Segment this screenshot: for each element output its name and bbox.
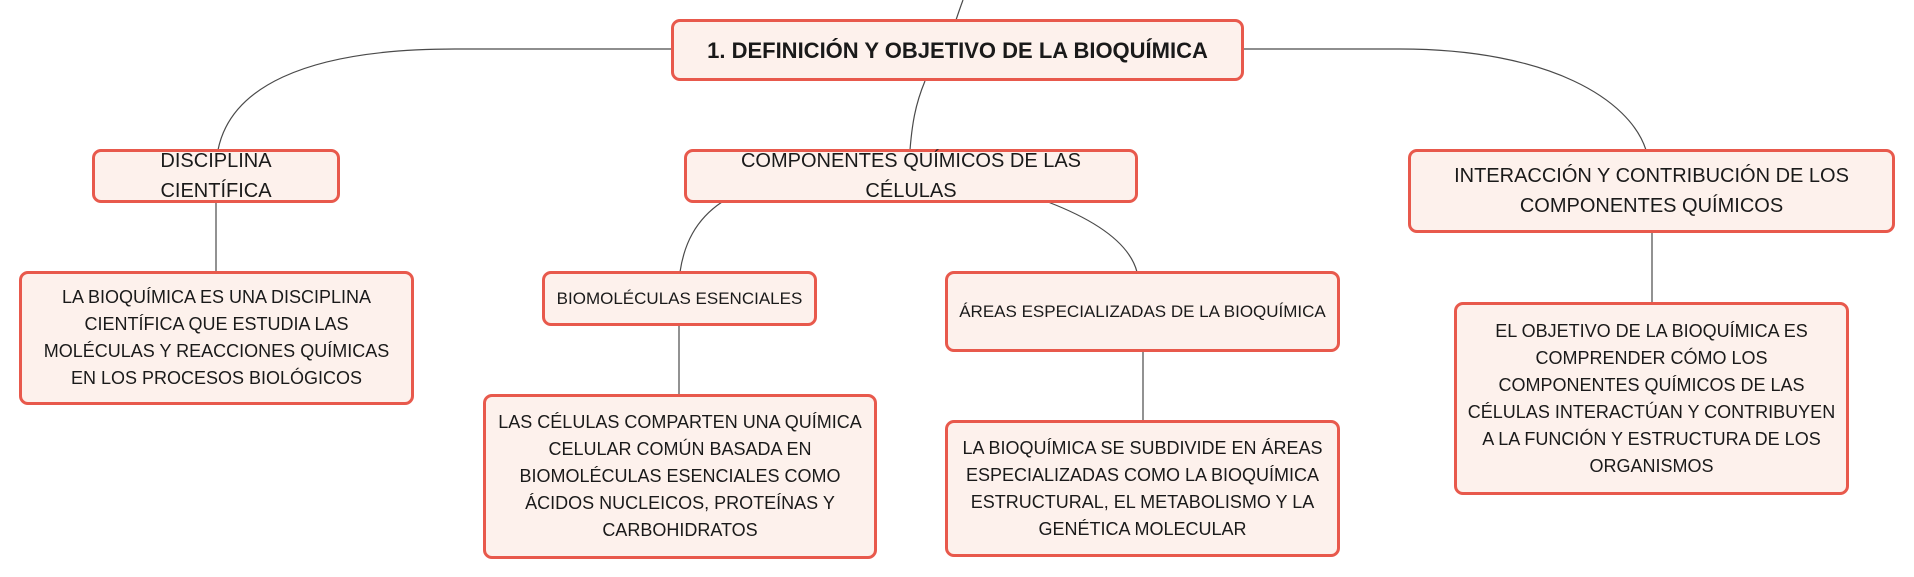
node-areas-especializadas-label: ÁREAS ESPECIALIZADAS DE LA BIOQUÍMICA: [959, 302, 1326, 321]
root-node[interactable]: [671, 19, 1244, 81]
node-componentes-quimicos-label: COMPONENTES QUÍMICOS DE LAS CÉLULAS: [740, 150, 1082, 202]
node-biomoleculas-detail-text: LAS CÉLULAS COMPARTEN UNA QUÍMICA CELULAR COMÚN BASADA EN BIOMOLÉCULAS ESENCIALES COMO ÁCIDOS NUCLEICOS, PROTEÍNAS Y CARBOHIDRATOS: [498, 412, 862, 540]
node-biomoleculas-esenciales[interactable]: [542, 271, 817, 326]
connector-componentes-areas: [1048, 202, 1137, 272]
node-interaccion-detail[interactable]: [1454, 302, 1849, 495]
root-node-label: 1. DEFINICIÓN Y OBJETIVO DE LA BIOQUÍMICA: [707, 37, 1208, 63]
node-disciplina-cientifica-label: DISCIPLINA CIENTÍFICA: [160, 150, 272, 202]
node-disciplina-cientifica[interactable]: [92, 149, 340, 203]
node-interaccion-detail-text: EL OBJETIVO DE LA BIOQUÍMICA ES COMPRENDER CÓMO LOS COMPONENTES QUÍMICOS DE LAS CÉLULAS INTERACTÚAN Y CONTRIBUYEN A LA FUNCIÓN Y ESTRUCTURA DE LOS ORGANISMOS: [1467, 320, 1836, 476]
node-biomoleculas-esenciales-label: BIOMOLÉCULAS ESENCIALES: [556, 289, 803, 308]
node-areas-especializadas[interactable]: [945, 271, 1340, 352]
node-disciplina-detail-text: LA BIOQUÍMICA ES UNA DISCIPLINA CIENTÍFICA QUE ESTUDIA LAS MOLÉCULAS Y REACCIONES QUÍMICAS EN LOS PROCESOS BIOLÓGICOS: [43, 287, 390, 388]
connector-root-componentes: [910, 81, 925, 150]
node-areas-detail[interactable]: [945, 420, 1340, 557]
connector-componentes-biomoleculas: [680, 202, 722, 272]
connector-root-interaccion: [1243, 49, 1646, 150]
connector-incoming: [956, 0, 963, 20]
node-biomoleculas-detail[interactable]: [483, 394, 877, 559]
node-interaccion-contribucion-label: INTERACCIÓN Y CONTRIBUCIÓN DE LOS COMPONENTES QUÍMICOS: [1454, 165, 1849, 217]
node-areas-detail-text: LA BIOQUÍMICA SE SUBDIVIDE EN ÁREAS ESPECIALIZADAS COMO LA BIOQUÍMICA ESTRUCTURAL, EL METABOLISMO Y LA GENÉTICA MOLECULAR: [962, 437, 1323, 539]
node-componentes-quimicos[interactable]: [684, 149, 1138, 203]
node-interaccion-contribucion[interactable]: [1408, 149, 1895, 233]
connector-root-disciplina: [218, 49, 672, 150]
node-disciplina-detail[interactable]: [19, 271, 414, 405]
